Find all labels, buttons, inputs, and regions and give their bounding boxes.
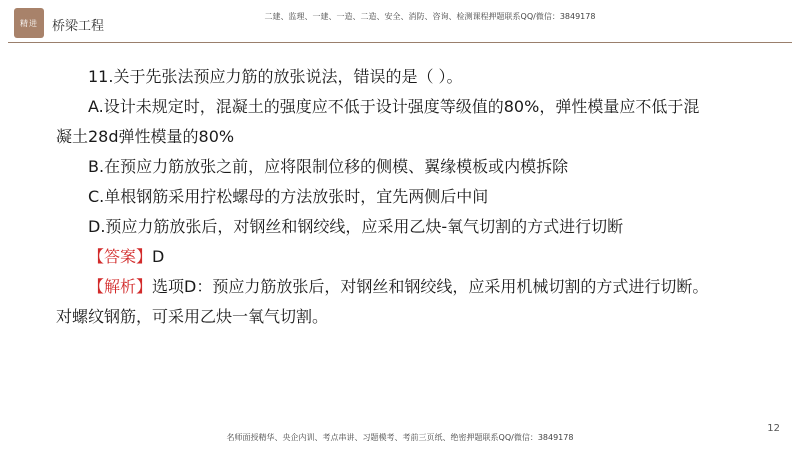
header-divider [8,42,792,43]
analysis-line2: 对螺纹钢筋，可采用乙炔一氧气切割。 [56,307,329,326]
answer-line [72,242,770,272]
option-a-line2: 凝土28d弹性模量的80% [56,127,235,146]
analysis-text: 选项D：预应力筋放张后，对钢丝和钢绞线，应采用机械切割的方式进行切断。 [152,277,709,296]
answer-value: D [152,247,165,266]
answer-tag: 【答案】 [88,247,153,266]
analysis-tag: 【解析】 [88,277,153,296]
option-a-line1: A.设计未规定时，混凝土的强度应不低于设计强度等级值的80%，弹性模量应不低于混 [88,97,700,116]
page-number: 12 [767,423,780,434]
logo-text: 精进 [20,18,38,28]
option-d: D.预应力筋放张后，对钢丝和钢绞线，应采用乙炔-氧气切割的方式进行切断 [88,217,624,236]
course-title: 桥梁工程 [52,19,105,34]
option-c: C.单根钢筋采用拧松螺母的方法放张时，宜先两侧后中间 [88,187,489,206]
analysis-line1 [72,272,770,302]
question-stem: 11.关于先张法预应力筋的放张说法，错误的是（ ）。 [88,67,463,86]
question-block [56,62,770,332]
option-b: B.在预应力筋放张之前，应将限制位移的侧模、翼缘模板或内模拆除 [88,157,569,176]
bottom-contact-banner: 名师面授精华、央企内训、考点串讲、习题模考、考前三页纸、绝密押题联系QQ/微信：3849178 [226,433,574,442]
top-contact-banner: 二建、监理、一建、一造、二造、安全、消防、咨询、检测课程押题联系QQ/微信：3849178 [264,12,596,21]
